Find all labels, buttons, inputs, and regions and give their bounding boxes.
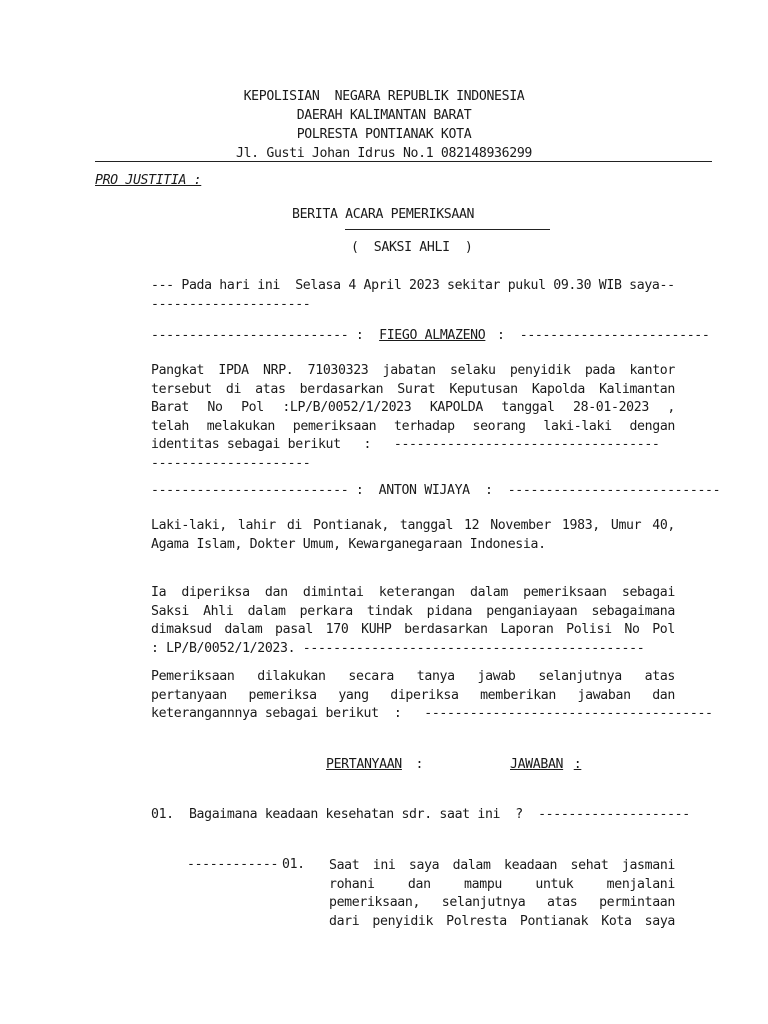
pro-justitia-label: PRO JUSTITIA : <box>95 173 202 188</box>
qa-header-answer-colon: : <box>573 757 582 772</box>
investigator-prefix: -------------------------- : <box>151 328 364 343</box>
answer-1-line-4: dari penyidik Polresta Pontianak Kota saya <box>329 913 675 929</box>
investigator-line <box>151 328 709 343</box>
answer-1-number: 01. <box>282 857 305 872</box>
document-title: BERITA ACARA PEMERIKSAAN <box>292 207 475 222</box>
examined-line-1: Ia diperiksa dan dimintai keterangan dalam pemeriksaan sebagai <box>151 585 675 600</box>
investigator-name: FIEGO ALMAZENO <box>379 328 486 343</box>
answer-1-text <box>329 857 675 931</box>
rank-paragraph <box>151 362 675 473</box>
investigator-suffix: : ------------------------- <box>496 328 710 343</box>
title-underline <box>345 229 550 230</box>
answer-1-line-1: Saat ini saya dalam keadaan sehat jasmani <box>329 858 675 873</box>
letterhead-line-1: KEPOLISIAN NEGARA REPUBLIK INDONESIA <box>243 89 525 104</box>
examined-line-3: dimaksud dalam pasal 170 KUHP berdasarkan Laporan Polisi No Pol <box>151 622 675 637</box>
document-subtitle: ( SAKSI AHLI ) <box>351 240 473 255</box>
letterhead-line-3: POLRESTA PONTIANAK KOTA <box>296 127 472 142</box>
rank-line-3: Barat No Pol :LP/B/0052/1/2023 KAPOLDA tanggal 28-01-2023 , <box>151 400 675 415</box>
letterhead-address: Jl. Gusti Johan Idrus No.1 082148936299 <box>236 146 532 161</box>
qa-header <box>326 757 423 772</box>
intro-line-1: --- Pada hari ini Selasa 4 April 2023 sekitar pukul 09.30 WIB saya-- <box>151 278 675 293</box>
examined-line-4: : LP/B/0052/1/2023. --------------------------------------------- <box>151 640 645 656</box>
rank-line-2: tersebut di atas berdasarkan Surat Keputusan Kapolda Kalimantan <box>151 381 675 397</box>
identity-paragraph <box>151 517 675 554</box>
method-paragraph <box>151 668 713 724</box>
rank-line-5: identitas sebagai berikut : ----------------------------------- <box>151 437 660 452</box>
examined-line-2: Saksi Ahli dalam perkara tindak pidana penganiayaan sebagaimana <box>151 603 675 619</box>
letterhead <box>0 87 768 163</box>
letterhead-divider <box>95 161 712 162</box>
intro-line-2: --------------------- <box>151 296 311 312</box>
rank-line-6: --------------------- <box>151 455 311 471</box>
question-1: 01. Bagaimana keadaan kesehatan sdr. saat ini ? -------------------- <box>151 807 690 822</box>
rank-line-1: Pangkat IPDA NRP. 71030323 jabatan selaku penyidik pada kantor <box>151 363 675 378</box>
qa-header-answer-group <box>510 757 581 772</box>
qa-header-question: PERTANYAAN <box>326 757 402 772</box>
method-line-3: keterangannnya sebagai berikut : -------------------------------------- <box>151 706 713 721</box>
identity-line-1: Laki-laki, lahir di Pontianak, tanggal 12 November 1983, Umur 40, <box>151 518 675 533</box>
witness-name-line: -------------------------- : ANTON WIJAYA : ---------------------------- <box>151 483 721 498</box>
qa-header-question-colon: : <box>415 757 424 772</box>
answer-1-dashes: ------------ <box>187 857 279 872</box>
letterhead-line-2: DAERAH KALIMANTAN BARAT <box>296 108 472 123</box>
rank-line-4: telah melakukan pemeriksaan terhadap seorang laki-laki dengan <box>151 418 675 434</box>
answer-1-line-3: pemeriksaan, selanjutnya atas permintaan <box>329 895 675 910</box>
intro-paragraph <box>151 277 675 314</box>
method-line-2: pertanyaan pemeriksa yang diperiksa memberikan jawaban dan <box>151 687 675 703</box>
identity-line-2: Agama Islam, Dokter Umum, Kewarganegaraan Indonesia. <box>151 536 546 552</box>
answer-1-line-2: rohani dan mampu untuk menjalani <box>329 876 675 892</box>
examined-paragraph <box>151 584 675 658</box>
method-line-1: Pemeriksaan dilakukan secara tanya jawab selanjutnya atas <box>151 669 675 684</box>
qa-header-answer: JAWABAN <box>510 757 564 772</box>
